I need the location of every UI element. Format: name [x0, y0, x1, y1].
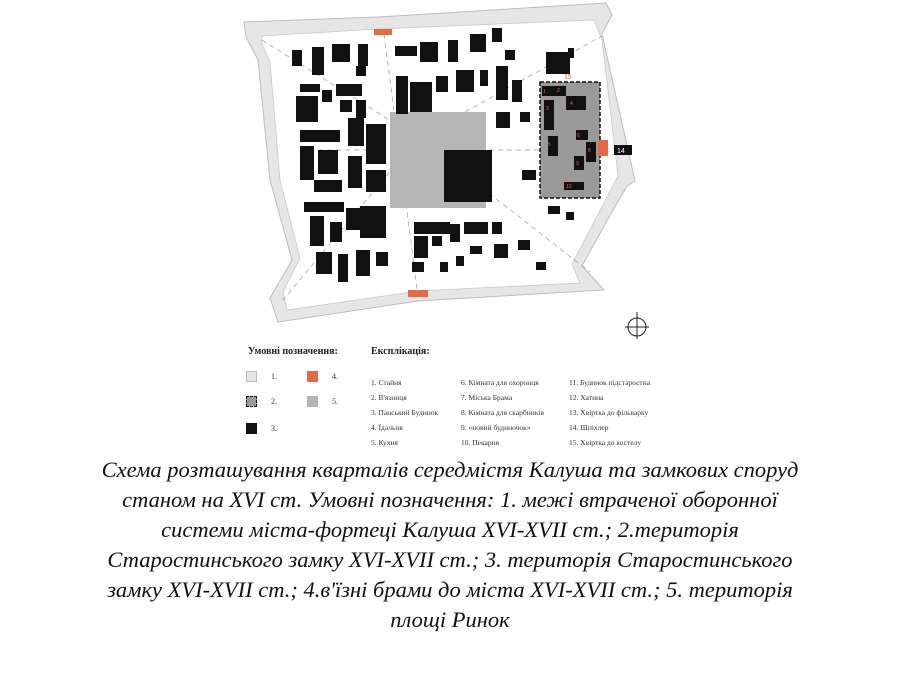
- explication-item: 7. Міська Брама: [461, 393, 513, 402]
- town-plan-map: [0, 0, 900, 340]
- castle-label-14: 14: [617, 148, 625, 155]
- legend-label-2: 2.: [271, 397, 277, 406]
- svg-text:8: 8: [588, 148, 591, 154]
- figure-caption: Схема розташування кварталів середмістя Калуша та замкових споруд станом на XVI ст. Умовні позначення: 1. межі втраченої оборонної системи міста-фортеці Калуша XVI-XVII ст.; 2.територія Старостинського замку XVI-XVII ст.; 3. територія Старостинського замку XVI-XVII ст.; 4.в'їзні брами до міста XVI-XVII ст.; 5. територія площі Ринок: [101, 457, 799, 632]
- explication-item: 14. Шпіхлер: [569, 423, 609, 432]
- legend-label-1: 1.: [271, 372, 277, 381]
- legend-item-5: [307, 396, 338, 407]
- legend-title: Умовні позначення:: [248, 346, 338, 357]
- explication-item: 15. Хвіртка до костелу: [569, 438, 642, 447]
- explication-item: 2. В'язниця: [371, 393, 407, 402]
- explication-item: 4. Їдальня: [371, 423, 403, 432]
- explication-item: 8. Кімната для скарбників: [461, 408, 544, 417]
- legend-item-3: [246, 423, 277, 434]
- svg-text:2: 2: [557, 88, 560, 94]
- explication-title: Експлікація:: [371, 346, 430, 357]
- svg-text:3: 3: [546, 106, 549, 112]
- svg-text:5: 5: [548, 142, 551, 148]
- explication-item: 11. Будинок підстаростна: [569, 378, 651, 387]
- legend-item-1: [246, 371, 277, 382]
- legend-swatch-5: [307, 396, 318, 407]
- legend-swatch-1: [246, 371, 257, 382]
- svg-text:4: 4: [570, 101, 573, 107]
- explication-item: 5. Кухня: [371, 438, 398, 447]
- explication-item: 3. Панський Будинок: [371, 408, 439, 417]
- svg-text:9: 9: [576, 161, 579, 167]
- svg-text:10: 10: [566, 184, 572, 190]
- north-arrow-icon: [625, 312, 649, 339]
- legend-swatch-3: [246, 423, 257, 434]
- legend-label-3: 3.: [271, 424, 277, 433]
- svg-text:1: 1: [543, 89, 546, 95]
- explication-item: 6. Кімната для охоронця: [461, 378, 539, 387]
- legend-item-2: [246, 396, 277, 407]
- explication-item: 13. Хвіртка до фільварку: [569, 408, 649, 417]
- castle-label-15: 15: [564, 74, 572, 81]
- explication-item: 9. «новий будиночок»: [461, 423, 531, 432]
- legend-swatch-4: [307, 371, 318, 382]
- explication-item: 10. Пекарня: [461, 438, 500, 447]
- svg-text:6: 6: [577, 133, 580, 139]
- legend-item-4: [307, 371, 338, 382]
- explication-item: 1. Стайня: [371, 378, 402, 387]
- legend-label-4: 4.: [332, 372, 338, 381]
- legend-label-5: 5.: [332, 397, 338, 406]
- legend-swatch-2: [246, 396, 257, 407]
- explication-item: 12. Хатина: [569, 393, 604, 402]
